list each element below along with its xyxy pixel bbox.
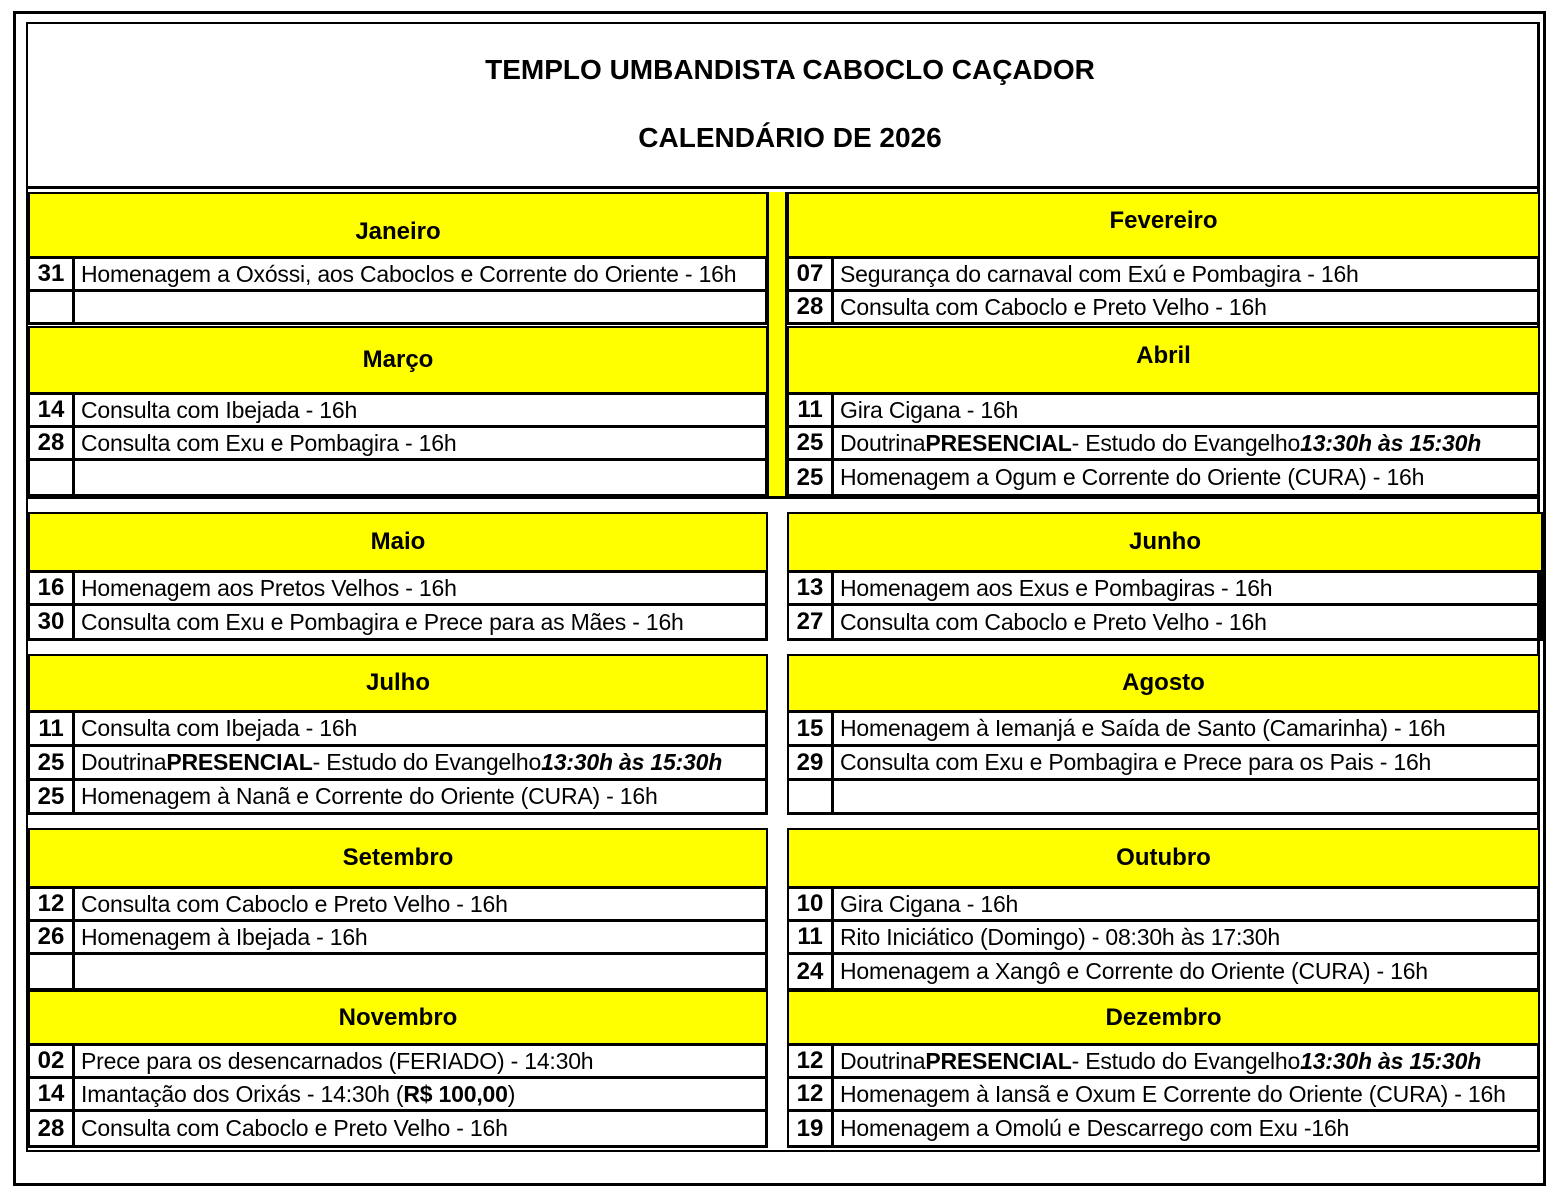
event-row [787, 573, 1543, 606]
event-row [28, 922, 768, 955]
event-text-c: - Estudo do Evangelho [312, 749, 542, 775]
month-header: Dezembro [787, 990, 1540, 1046]
event-day: 02 [30, 1046, 75, 1076]
event-row [787, 1079, 1540, 1112]
month-novembro [28, 990, 768, 1148]
event-text-empty [75, 292, 765, 322]
event-text-time: 13:30h às 15:30h [1300, 1047, 1482, 1074]
event-text: Homenagem à Iemanjá e Saída de Santo (Camarinha) - 16h [840, 715, 1446, 741]
event-row [787, 606, 1543, 641]
event-text-c: - Estudo do Evangelho [1071, 429, 1301, 456]
event-text: Homenagem à Iansã e Oxum E Corrente do Oriente (CURA) - 16h [840, 1080, 1506, 1107]
event-row [28, 1079, 768, 1112]
event-text: Consulta com Ibejada - 16h [81, 715, 358, 741]
event-text-bold: PRESENCIAL [166, 749, 313, 775]
event-text-c: - Estudo do Evangelho [1071, 1047, 1301, 1074]
event-row [28, 889, 768, 922]
month-junho [787, 512, 1543, 640]
month-header: Maio [28, 512, 768, 573]
event-row [28, 1112, 768, 1148]
event-day-empty [789, 781, 834, 812]
event-day: 15 [789, 713, 834, 744]
event-text: Homenagem a Xangô e Corrente do Oriente (CURA) - 16h [840, 958, 1428, 984]
event-row [787, 747, 1540, 781]
event-row [28, 1046, 768, 1079]
event-text-time: 13:30h às 15:30h [1300, 429, 1482, 456]
event-row [28, 259, 768, 292]
event-day-empty [30, 955, 75, 988]
month-agosto [787, 654, 1540, 816]
event-day: 14 [30, 395, 75, 425]
event-text: Prece para os desencarnados (FERIADO) - 14:30h [81, 1047, 594, 1074]
event-day: 30 [30, 606, 75, 638]
event-day: 31 [30, 259, 75, 289]
month-julho [28, 654, 768, 816]
month-header: Junho [787, 512, 1543, 573]
event-day: 28 [30, 1112, 75, 1145]
event-day: 12 [30, 889, 75, 919]
event-day: 07 [789, 259, 834, 289]
event-day: 29 [789, 747, 834, 778]
event-day: 26 [30, 922, 75, 952]
event-day: 10 [789, 889, 834, 919]
event-row [787, 955, 1540, 991]
month-header: Agosto [787, 654, 1540, 713]
event-text-bold: PRESENCIAL [925, 1047, 1072, 1074]
event-day: 14 [30, 1079, 75, 1109]
event-text: Consulta com Exu e Pombagira e Prece para as Mães - 16h [81, 608, 684, 635]
event-day-empty [30, 292, 75, 322]
event-text-empty [75, 461, 765, 494]
event-row [787, 428, 1540, 461]
event-row [787, 292, 1540, 325]
month-header: Janeiro [28, 192, 768, 259]
month-header: Março [28, 326, 768, 395]
event-row [787, 259, 1540, 292]
title-divider [28, 186, 1540, 189]
page-title: TEMPLO UMBANDISTA CABOCLO CAÇADOR [485, 54, 1095, 85]
event-day: 19 [789, 1112, 834, 1145]
event-day: 25 [30, 781, 75, 812]
event-day: 25 [30, 747, 75, 778]
column-separator [767, 192, 787, 496]
event-text: Consulta com Ibejada - 16h [81, 396, 358, 423]
month-fevereiro [787, 192, 1540, 325]
event-text-empty [834, 781, 1537, 812]
event-text: Consulta com Exu e Pombagira - 16h [81, 429, 457, 456]
event-day: 24 [789, 955, 834, 988]
month-outubro [787, 828, 1540, 990]
event-text-a: Imantação dos Orixás - 14:30h ( [81, 1080, 404, 1107]
event-row-empty [787, 781, 1540, 815]
event-text [75, 1079, 765, 1109]
event-text [834, 1046, 1537, 1076]
event-text: Gira Cigana - 16h [840, 396, 1019, 423]
event-text-c: ) [507, 1080, 516, 1107]
event-text: Homenagem à Nanã e Corrente do Oriente (CURA) - 16h [81, 783, 658, 809]
month-setembro [28, 828, 768, 990]
event-row [28, 573, 768, 606]
event-row [787, 889, 1540, 922]
event-text [834, 428, 1537, 458]
event-row [28, 781, 768, 815]
event-day: 28 [789, 292, 834, 322]
event-text: Homenagem a Oxóssi, aos Caboclos e Corrente do Oriente - 16h [81, 260, 737, 287]
page-subtitle: CALENDÁRIO DE 2026 [638, 122, 942, 153]
event-text: Homenagem a Ogum e Corrente do Oriente (CURA) - 16h [840, 464, 1425, 490]
month-header: Setembro [28, 828, 768, 889]
event-day: 25 [789, 428, 834, 458]
event-day: 28 [30, 428, 75, 458]
event-row [787, 1046, 1540, 1079]
event-row [28, 395, 768, 428]
month-header: Abril [787, 326, 1540, 395]
event-text-bold: PRESENCIAL [925, 429, 1072, 456]
month-maio [28, 512, 768, 640]
event-text: Homenagem aos Exus e Pombagiras - 16h [840, 574, 1273, 601]
event-row [787, 922, 1540, 955]
event-row [28, 713, 768, 747]
event-row-empty [28, 292, 768, 325]
event-text-time: 13:30h às 15:30h [541, 749, 723, 775]
event-day-empty [30, 461, 75, 494]
event-day: 11 [30, 713, 75, 744]
event-text: Consulta com Caboclo e Preto Velho - 16h [840, 293, 1267, 320]
month-header: Outubro [787, 828, 1540, 889]
event-text: Consulta com Caboclo e Preto Velho - 16h [81, 1115, 508, 1141]
event-text: Rito Iniciático (Domingo) - 08:30h às 17:30h [840, 923, 1280, 950]
event-text-bold: R$ 100,00 [403, 1080, 508, 1107]
event-text [75, 747, 765, 778]
event-text: Gira Cigana - 16h [840, 890, 1019, 917]
month-marco [28, 326, 768, 498]
event-text-a: Doutrina [840, 429, 926, 456]
event-row-empty [28, 955, 768, 991]
event-text: Homenagem aos Pretos Velhos - 16h [81, 574, 457, 601]
event-text-a: Doutrina [81, 749, 167, 775]
month-header: Julho [28, 654, 768, 713]
event-row [787, 461, 1540, 497]
month-abril [787, 326, 1540, 498]
event-row [787, 395, 1540, 428]
event-text: Consulta com Caboclo e Preto Velho - 16h [840, 608, 1267, 635]
event-row [787, 713, 1540, 747]
event-day: 12 [789, 1046, 834, 1076]
month-header: Fevereiro [787, 192, 1540, 259]
event-day: 12 [789, 1079, 834, 1109]
month-header: Novembro [28, 990, 768, 1046]
event-row [28, 747, 768, 781]
event-text-a: Doutrina [840, 1047, 926, 1074]
event-day: 11 [789, 922, 834, 952]
event-day: 16 [30, 573, 75, 603]
event-text: Consulta com Caboclo e Preto Velho - 16h [81, 890, 508, 917]
event-text: Segurança do carnaval com Exú e Pombagira - 16h [840, 260, 1359, 287]
event-text: Homenagem à Ibejada - 16h [81, 923, 368, 950]
month-dezembro [787, 990, 1540, 1148]
event-row [28, 606, 768, 641]
event-row [28, 428, 768, 461]
event-day: 11 [789, 395, 834, 425]
event-row-empty [28, 461, 768, 497]
event-day: 27 [789, 606, 834, 638]
event-row [787, 1112, 1540, 1148]
event-day: 25 [789, 461, 834, 494]
event-text-empty [75, 955, 765, 988]
row-divider [28, 496, 1540, 499]
month-janeiro [28, 192, 768, 325]
event-text: Homenagem a Omolú e Descarrego com Exu -16h [840, 1115, 1350, 1141]
event-text: Consulta com Exu e Pombagira e Prece para os Pais - 16h [840, 749, 1432, 775]
event-day: 13 [789, 573, 834, 603]
